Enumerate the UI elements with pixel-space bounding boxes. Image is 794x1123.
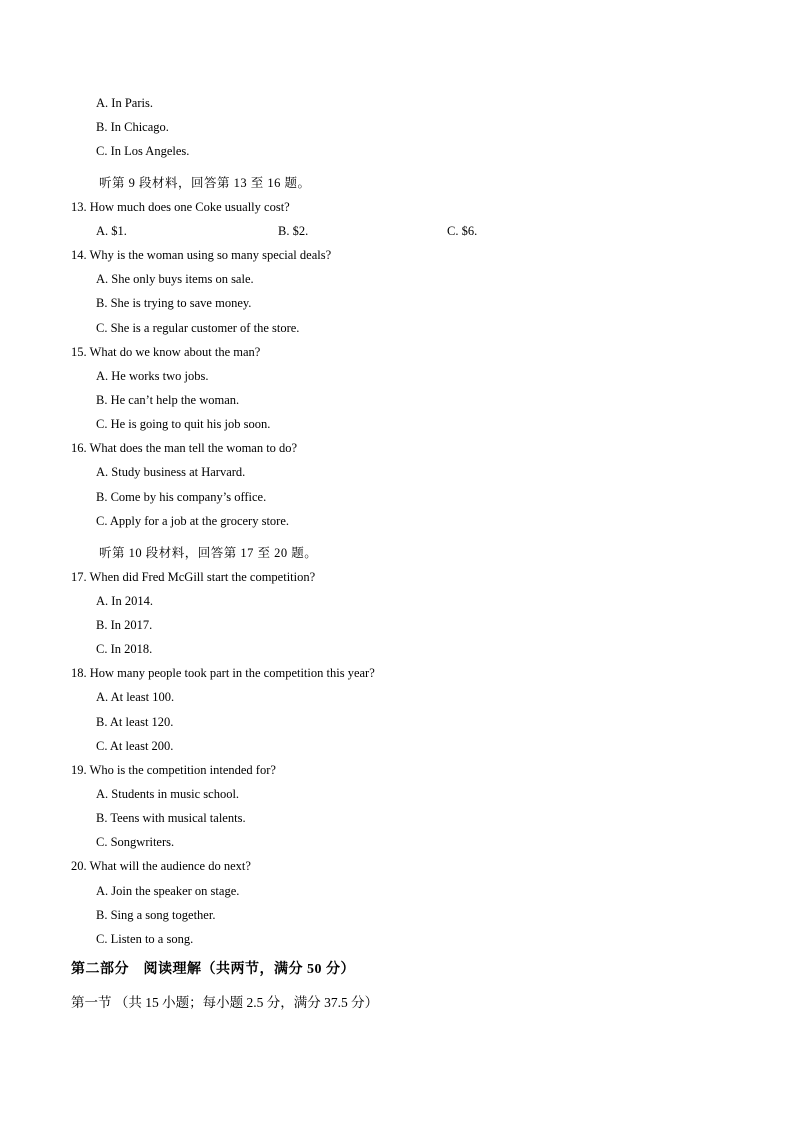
- q13-option-a: A. $1.: [96, 224, 127, 238]
- q20-option-b: B. Sing a song together.: [96, 908, 216, 922]
- q18-option-a: A. At least 100.: [96, 690, 175, 704]
- q15-option-b: B. He can’t help the woman.: [96, 393, 240, 407]
- q19-option-c: C. Songwriters.: [96, 835, 175, 849]
- q15-option-c: C. He is going to quit his job soon.: [96, 417, 271, 431]
- q17-option-c: C. In 2018.: [96, 642, 153, 656]
- q14-option-a: A. She only buys items on sale.: [96, 272, 254, 286]
- q19-option-a: A. Students in music school.: [96, 787, 240, 801]
- q13-option-b: B. $2.: [278, 224, 309, 238]
- q12-option-b: B. In Chicago.: [96, 120, 169, 134]
- q18-option-b: B. At least 120.: [96, 715, 174, 729]
- q15-option-a: A. He works two jobs.: [96, 369, 209, 383]
- q16-stem: 16. What does the man tell the woman to do?: [71, 441, 298, 455]
- q14-stem: 14. Why is the woman using so many special deals?: [71, 248, 332, 262]
- q15-stem: 15. What do we know about the man?: [71, 345, 261, 359]
- q16-option-a: A. Study business at Harvard.: [96, 465, 246, 479]
- q14-option-b: B. She is trying to save money.: [96, 296, 252, 310]
- section-10-instruction: 听第 10 段材料，回答第 17 至 20 题。: [99, 546, 318, 560]
- q20-option-a: A. Join the speaker on stage.: [96, 884, 240, 898]
- q16-option-b: B. Come by his company’s office.: [96, 490, 267, 504]
- q13-stem: 13. How much does one Coke usually cost?: [71, 200, 290, 214]
- q18-option-c: C. At least 200.: [96, 739, 174, 753]
- part2-heading: 第二部分 阅读理解（共两节，满分 50 分）: [71, 962, 355, 977]
- q13-option-c: C. $6.: [447, 224, 478, 238]
- q17-stem: 17. When did Fred McGill start the competition?: [71, 570, 316, 584]
- q17-option-a: A. In 2014.: [96, 594, 153, 608]
- q17-option-b: B. In 2017.: [96, 618, 153, 632]
- q12-option-c: C. In Los Angeles.: [96, 144, 190, 158]
- section-9-instruction: 听第 9 段材料，回答第 13 至 16 题。: [99, 176, 311, 190]
- q12-option-a: A. In Paris.: [96, 96, 153, 110]
- q14-option-c: C. She is a regular customer of the store.: [96, 321, 300, 335]
- part2-section1-instruction: 第一节 （共 15 小题；每小题 2.5 分，满分 37.5 分）: [71, 995, 379, 1010]
- q20-option-c: C. Listen to a song.: [96, 932, 194, 946]
- q19-option-b: B. Teens with musical talents.: [96, 811, 246, 825]
- q16-option-c: C. Apply for a job at the grocery store.: [96, 514, 290, 528]
- q20-stem: 20. What will the audience do next?: [71, 859, 251, 873]
- q19-stem: 19. Who is the competition intended for?: [71, 763, 276, 777]
- q18-stem: 18. How many people took part in the competition this year?: [71, 666, 375, 680]
